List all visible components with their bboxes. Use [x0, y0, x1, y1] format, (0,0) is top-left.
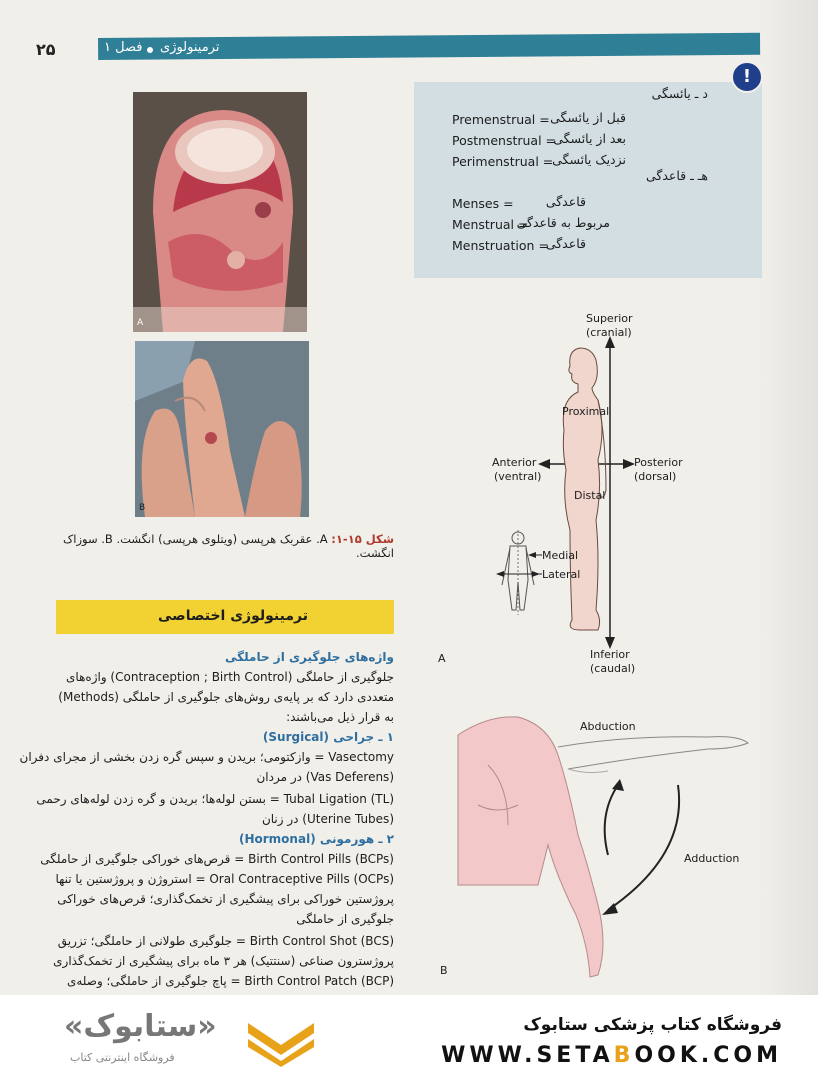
label-anterior-sub: (ventral)	[494, 470, 542, 483]
label-posterior-sub: (dorsal)	[634, 470, 677, 483]
label-inferior-sub: (caudal)	[590, 662, 636, 675]
photo-a-label: A	[137, 318, 144, 328]
label-anterior: Anterior	[492, 456, 537, 469]
label-superior-sub: (cranial)	[586, 326, 632, 339]
figure-caption	[60, 532, 394, 560]
panel-a-label: A	[438, 652, 446, 665]
exclamation-icon: !	[731, 61, 763, 93]
paragraph-line: Birth Control Shot (BCS) = جلوگیری طولانی از حاملگی؛ تزریق	[57, 934, 394, 948]
paragraph-line: Vasectomy = وازکتومی؛ بریدن و سپس گره زدن بخشی از مجرای دفران	[19, 750, 394, 764]
store-name: فروشگاه کتاب پزشکی ستابوک	[523, 1015, 782, 1035]
term-en: Premenstrual =	[452, 112, 550, 127]
subsection-heading: واژه‌های جلوگیری از حاملگی	[225, 650, 394, 664]
section-banner	[56, 600, 394, 634]
header-dot	[147, 47, 153, 53]
term-en: Postmenstrual =	[452, 133, 556, 148]
term-fa: بعد از یائسگی	[553, 131, 626, 146]
term-fa: نزدیک یائسگی	[552, 152, 626, 167]
term-fa: قاعدگی	[545, 236, 586, 251]
paragraph-line: متعددی دارد که بر پایه‌ی روش‌های جلوگیری از حاملگی (Methods)	[58, 690, 394, 704]
item-heading-surgical: ۱ ـ جراحی (Surgical)	[262, 730, 394, 744]
label-posterior: Posterior	[634, 456, 683, 469]
paragraph-line: Birth Control Pills (BCPs) = قرص‌های خوراکی جلوگیری از حاملگی	[40, 852, 394, 866]
label-inferior: Inferior	[590, 648, 630, 661]
term-en: Menstruation =	[452, 238, 549, 253]
photo-herpetic-whitlow	[133, 92, 307, 332]
label-medial: Medial	[542, 549, 579, 562]
chapter-number: فصل ۱	[104, 40, 143, 55]
photo-b-label: B	[139, 503, 146, 513]
paragraph-line: جلوگیری از حاملگی	[296, 912, 394, 926]
figure-number: شکل ۱۵-۱:	[331, 532, 394, 546]
term-en: Menses =	[452, 196, 514, 211]
label-lateral: Lateral	[542, 568, 581, 581]
paragraph-line: پروژسترون صناعی (سنتتیک) هر ۳ ماه برای پیشگیری از تخمک‌گذاری	[53, 954, 394, 968]
label-abduction: Abduction	[580, 720, 636, 733]
logo-chevron-icon	[244, 1015, 318, 1067]
store-footer	[0, 995, 818, 1080]
term-fa: قاعدگی	[545, 194, 586, 209]
term-en: Menstrual =	[452, 217, 529, 232]
chapter-title: ترمینولوژی	[160, 40, 220, 55]
label-proximal: Proximal	[562, 405, 610, 418]
abduction-adduction-diagram	[448, 705, 760, 985]
section-title: ترمینولوژی اختصاصی	[158, 608, 308, 624]
paragraph-line: به قرار ذیل می‌باشند:	[286, 710, 394, 724]
figure-caption-text: A. عقربک هرپسی (ویتلوی هرپسی) انگشت. B. سوزاک انگشت.	[62, 532, 394, 560]
page-number: ۲۵	[36, 40, 56, 59]
paragraph-line: جلوگیری از حاملگی (Contraception ; Birth Control) واژه‌های	[66, 670, 394, 684]
paragraph-line: (Vas Deferens) در مردان	[256, 770, 394, 784]
item-heading-hormonal: ۲ ـ هورمونی (Hormonal)	[238, 832, 394, 846]
section-d-heading: د ـ یائسگی	[651, 86, 708, 101]
label-distal: Distal	[574, 489, 606, 502]
photo-gonococcal-finger	[135, 341, 309, 517]
store-url[interactable]: WWW.SETABOOK.COM	[441, 1043, 782, 1068]
label-superior: Superior	[586, 312, 633, 325]
term-en: Perimenstrual =	[452, 154, 554, 169]
paragraph-line: Oral Contraceptive Pills (OCPs) = استروژن و پروژستین یا تنها	[55, 872, 394, 886]
paragraph-line: Tubal Ligation (TL) = بستن لوله‌ها؛ بریدن و گره زدن لوله‌های رحمی	[36, 792, 394, 806]
panel-b-label: B	[440, 964, 448, 977]
paragraph-line: (Uterine Tubes) در زنان	[261, 812, 394, 826]
paragraph-line: Birth Control Patch (BCP) = پاچ جلوگیری از حاملگی؛ وصله‌ی	[66, 974, 394, 988]
term-fa: قبل از یائسگی	[550, 110, 626, 125]
paragraph-line: پروژستین خوراکی برای پیشگیری از تخمک‌گذاری؛ قرص‌های خوراکی	[57, 892, 394, 906]
label-adduction: Adduction	[684, 852, 740, 865]
term-fa: مربوط به قاعدگی	[516, 215, 610, 230]
logo-subtitle: فروشگاه اینترنتی کتاب	[70, 1051, 175, 1064]
section-h-heading: هـ ـ قاعدگی	[645, 168, 708, 183]
logo-text: «ستابوک»	[64, 1009, 217, 1044]
